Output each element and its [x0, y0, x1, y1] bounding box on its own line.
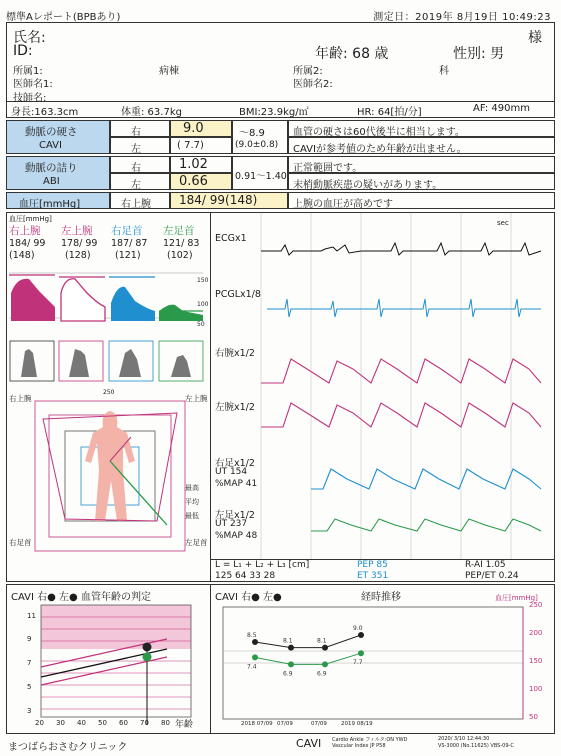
histogram-thumbnails [7, 337, 211, 389]
wave-label-rleg: 右足x1/2 [215, 458, 255, 469]
clog-label: 動脈の詰り [25, 162, 78, 174]
abi-right-label: 右 [131, 163, 141, 174]
results-table [6, 120, 555, 210]
bmi-value: BMI:23.9kg/㎡ [239, 107, 309, 118]
site-name-ra: 右足首 [111, 225, 143, 237]
cavi-y-5: 5 [27, 683, 32, 691]
cavi-right-side [110, 120, 170, 137]
stiffness-cell [6, 120, 110, 154]
fine-print-2: 2020/ 3/10 12:44:30 [438, 736, 490, 742]
bp-comment: 上腕の血圧が高めです [293, 199, 393, 210]
wave-label-rarm: 右腕x1/2 [215, 348, 255, 359]
cavi-age-title: CAVI 右● 左● 血管年齢の判定 [11, 592, 151, 603]
ut-right: UT 154 [215, 467, 248, 477]
abi-ref-cell [232, 156, 288, 190]
cavi-y-11: 11 [27, 612, 36, 620]
cavi-comment2: CAVIが参考値のため年齢が出ません。 [293, 144, 467, 155]
waveform-lu [61, 279, 105, 321]
model-info: VS-3000 (No.11625) VBS-09-C [438, 743, 514, 749]
waveform-area [6, 212, 555, 582]
diagram-avg: 平均 [185, 498, 199, 506]
trend-subtitle: 経時推移 [361, 592, 401, 603]
wave-panel [211, 213, 554, 559]
body-figure [85, 411, 135, 521]
trend-point-label: 7.4 [247, 663, 257, 671]
site-bp-ra: 187/ 87 [111, 238, 148, 249]
cavi-x-30: 30 [56, 719, 65, 727]
trend-point-label: 9.0 [353, 625, 363, 632]
high-zone [41, 605, 191, 649]
cavi-left-dot [143, 653, 152, 662]
trend-point-label: 6.9 [283, 670, 293, 678]
trend-point [288, 645, 294, 651]
cavi-right-cell [170, 120, 232, 137]
trend-scale-100: 100 [529, 685, 543, 693]
cavi-left-cell [170, 137, 232, 154]
cavi-ref-cell [232, 120, 288, 154]
doctor1-label: 医師名1: [13, 79, 53, 90]
abi-left-value: 0.66 [179, 174, 208, 189]
doctor2-label: 医師名2: [293, 79, 333, 90]
cavi-x-20: 20 [35, 719, 44, 727]
left-leg-trace [311, 519, 541, 531]
wave-label-lleg: 左足x1/2 [215, 510, 255, 521]
site-name-la: 左足首 [163, 225, 195, 237]
scale-150: 150 [197, 277, 209, 284]
cavi-x-40: 40 [77, 719, 86, 727]
report-title: 標準Aレポート(BPBあり) [6, 12, 121, 23]
ut-left: UT 237 [215, 519, 248, 529]
section-label: 科 [439, 66, 449, 77]
cavi-left-value: ( 7.7) [177, 140, 204, 151]
trend-point [358, 632, 364, 638]
bp-site-cell [110, 192, 170, 209]
pepet-value: PEP/ET 0.24 [465, 571, 519, 581]
abi-right-value: 1.02 [179, 157, 208, 172]
cavi-ref: ～8.9 [239, 128, 265, 139]
honorific: 様 [528, 30, 542, 46]
cavi-x-70: 70 [140, 719, 149, 727]
pressure-waveform-thumbnails [7, 263, 211, 333]
age-axis-label: 年齢 [175, 720, 194, 730]
site-bp-lu: 178/ 99 [61, 238, 98, 249]
cavi-label: CAVI [39, 140, 62, 151]
sec-label: sec [497, 219, 509, 227]
trend-bp-unit: 血圧[mmHg] [495, 594, 538, 602]
abi-left-label: 左 [131, 180, 141, 191]
bp-value-cell [170, 192, 288, 209]
abi-right-side [110, 156, 170, 173]
age-label: 年齢: 68 歳 [315, 46, 389, 62]
trend-left-series [255, 653, 363, 667]
abi-label: ABI [43, 176, 60, 187]
trend-point-label: 7.7 [353, 659, 363, 667]
l-values: 125 64 33 28 [215, 571, 276, 581]
trend-point [252, 654, 258, 660]
trend-point [288, 661, 294, 667]
bp-label-cell [6, 192, 110, 209]
trend-title: CAVI 右● 左● [215, 592, 282, 603]
trend-point [322, 645, 328, 651]
trend-point-label: 8.1 [317, 637, 327, 645]
trend-scale-250: 250 [529, 601, 543, 609]
af-value: AF: 490mm [473, 103, 530, 114]
diagram-lu: 左上腕 [185, 394, 208, 403]
bp-value: 184/ 99(148) [179, 193, 258, 207]
rai-value: R-AI 1.05 [465, 560, 506, 570]
bottom-charts [6, 584, 555, 734]
diagram-ru: 右上腕 [9, 394, 32, 403]
right-label: 右 [131, 127, 141, 138]
hr-value: HR: 64[拍/分] [357, 107, 422, 118]
fine-print-vascular: Vascular Index JP P58 [332, 743, 386, 749]
trend-date-3: 07/09 [311, 721, 327, 727]
id-label: ID: [13, 43, 33, 59]
wave-label-ecg: ECGx1 [215, 233, 247, 244]
trend-right-series [255, 635, 361, 648]
height-value: 身長:163.3cm [11, 107, 79, 118]
trend-date-4: 2019 08/19 [341, 721, 373, 727]
cavi-age-chart [7, 585, 211, 733]
diagram-top: 250 [103, 389, 115, 396]
bp-comment-cell [288, 192, 555, 209]
abi-comment1: 正常範囲です。 [293, 163, 363, 174]
ecg-trace [261, 243, 541, 255]
trend-date-2: 07/09 [277, 721, 293, 727]
stiffness-label: 動脈の硬さ [25, 126, 78, 138]
abi-comment-cell2 [288, 173, 555, 190]
site-name-ru: 右上腕 [9, 225, 41, 237]
dept1-label: 所属1: [13, 66, 43, 77]
waveform-ra [111, 287, 155, 321]
trend-point [252, 639, 258, 645]
trend-panel [211, 585, 554, 733]
wave-grid [211, 213, 554, 559]
site-bp-la: 121/ 83 [163, 238, 200, 249]
site-mean-lu: (128) [65, 250, 91, 261]
cavi-y-7: 7 [27, 659, 32, 667]
right-leg-trace [311, 469, 541, 489]
cavi-x-50: 50 [98, 719, 107, 727]
ward-label: 病棟 [159, 66, 179, 77]
abi-right-cell [170, 156, 232, 173]
et-value: ET 351 [357, 571, 389, 581]
diagram-ra: 右足首 [9, 538, 32, 547]
diagram-min: 最低 [185, 512, 199, 520]
pcg-trace [267, 299, 541, 317]
metrics-row [211, 559, 554, 581]
sex-label: 性別: 男 [453, 46, 505, 62]
product-name: CAVI [296, 737, 322, 750]
clinic-name: まつばらおさむクリニック [8, 742, 128, 753]
technician-label: 技師名: [13, 93, 47, 104]
cavi-comment-cell2 [288, 137, 555, 154]
trend-point-label: 8.1 [283, 637, 293, 645]
scale-100: 100 [197, 301, 209, 308]
cavi-left-side [110, 137, 170, 154]
dept2-label: 所属2: [293, 66, 323, 77]
wave-label-larm: 左腕x1/2 [215, 402, 255, 413]
left-arm-trace [261, 403, 541, 427]
trend-scale-50: 50 [529, 713, 538, 721]
weight-value: 体重: 63.7kg [121, 107, 182, 118]
cavi-y-3: 3 [27, 707, 32, 715]
wave-label-pcg: PCGLx1/8 [215, 289, 261, 300]
abi-comment2: 末梢動脈疾患の疑いがあります。 [293, 180, 443, 191]
cavi-ref2: (9.0±0.8) [235, 140, 279, 150]
right-arm-trace [261, 359, 541, 383]
site-name-lu: 左上腕 [61, 225, 93, 237]
trend-scale-200: 200 [529, 629, 543, 637]
trend-chart [211, 585, 554, 733]
measure-datetime: 測定日：2019年 8月19日 10:49:23 [373, 12, 551, 23]
abi-left-cell [170, 173, 232, 190]
name-label: 氏名: [13, 30, 46, 46]
trend-point-label: 8.5 [247, 632, 257, 639]
pep-value: PEP 85 [357, 560, 388, 570]
cavi-comment-cell1 [288, 120, 555, 137]
l-label: L = L₁ + L₂ + L₃ [cm] [215, 560, 310, 570]
clog-cell [6, 156, 110, 190]
diagram-la: 左足首 [185, 538, 208, 547]
footer [6, 736, 555, 754]
bp-label: 血圧[mmHg] [19, 199, 81, 210]
trend-scale-150: 150 [529, 657, 543, 665]
fine-print-1: Cardio Ankle フィルタ:ON YWD [332, 737, 408, 743]
cavi-right-value: 9.0 [183, 121, 204, 136]
scale-50: 50 [197, 321, 205, 328]
site-mean-ru: (148) [9, 250, 35, 261]
map-left: %MAP 48 [215, 531, 258, 541]
bp-unit-label: 血圧[mmHg] [9, 215, 52, 223]
patient-info [6, 22, 555, 102]
report-header [6, 4, 555, 24]
bp-distribution-diagram [7, 391, 211, 581]
map-right: %MAP 41 [215, 479, 258, 489]
left-panel [7, 213, 211, 581]
trend-point [358, 650, 364, 656]
abi-ref: 0.91～1.40 [235, 171, 287, 182]
waveform-ru [11, 279, 55, 321]
cavi-comment1: 血管の硬さは60代後半に相当します。 [293, 127, 465, 138]
cavi-right-dot [143, 643, 152, 652]
cavi-y-9: 9 [27, 635, 32, 643]
abi-comment-cell1 [288, 156, 555, 173]
diagram-max: 最高 [185, 484, 199, 492]
trend-date-1: 2018 07/09 [241, 721, 273, 727]
vitals-bar [6, 102, 555, 118]
site-bp-ru: 184/ 99 [9, 238, 46, 249]
cavi-x-80: 80 [161, 719, 170, 727]
left-label: 左 [131, 144, 141, 155]
cavi-x-60: 60 [119, 719, 128, 727]
site-mean-la: (102) [167, 250, 193, 261]
bp-site: 右上腕 [121, 199, 151, 210]
abi-left-side [110, 173, 170, 190]
trend-point [322, 661, 328, 667]
site-mean-ra: (121) [115, 250, 141, 261]
trend-point-label: 6.9 [317, 670, 327, 678]
cavi-age-panel [7, 585, 211, 733]
